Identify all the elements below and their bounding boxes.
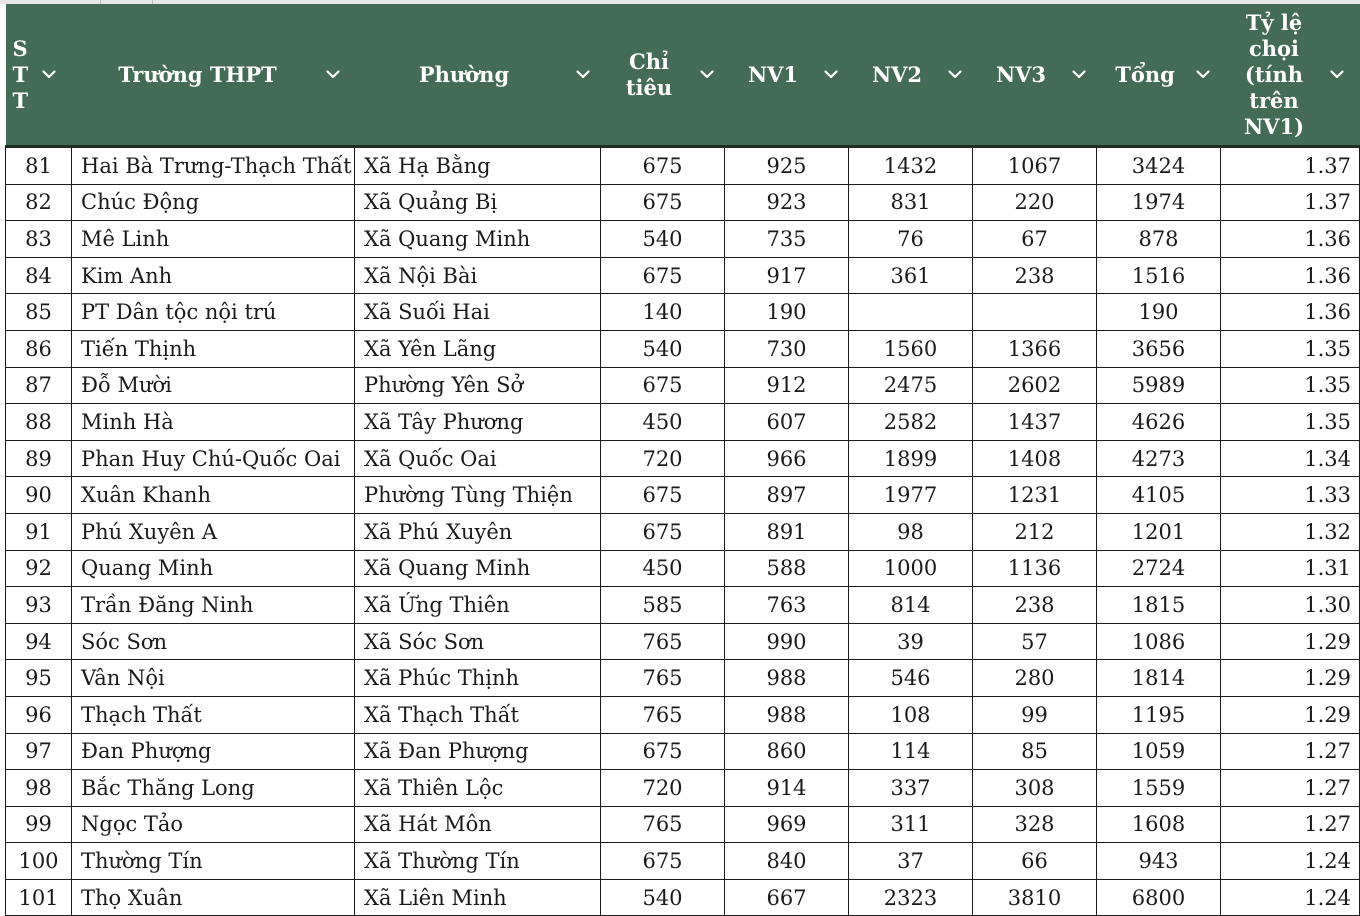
chevron-down-icon[interactable] (822, 66, 840, 84)
cell-ratio[interactable]: 1.27 (1221, 733, 1360, 770)
cell-stt[interactable]: 92 (6, 550, 72, 587)
cell-total[interactable]: 5989 (1097, 367, 1221, 404)
cell-nv2[interactable]: 114 (849, 733, 973, 770)
cell-ratio[interactable]: 1.32 (1221, 513, 1360, 550)
column-header-quota[interactable] (601, 4, 725, 147)
table-row (6, 879, 1360, 916)
table-row (6, 184, 1360, 221)
cell-total[interactable]: 1059 (1097, 733, 1221, 770)
cell-nv1[interactable]: 897 (725, 477, 849, 514)
cell-total[interactable]: 1201 (1097, 513, 1221, 550)
cell-quota[interactable]: 675 (601, 477, 725, 514)
cell-nv2[interactable] (849, 294, 973, 331)
cell-nv1[interactable]: 917 (725, 257, 849, 294)
table-row (6, 806, 1360, 843)
cell-nv1[interactable]: 588 (725, 550, 849, 587)
column-header-label (849, 4, 946, 145)
header-row (6, 4, 1360, 147)
table-row (6, 733, 1360, 770)
cell-school[interactable]: Quang Minh (72, 550, 355, 587)
table-row (6, 587, 1360, 624)
column-header-line: T (12, 61, 29, 87)
cell-ward[interactable]: Xã Thạch Thất (355, 696, 601, 733)
column-header-ward[interactable] (355, 4, 601, 147)
table-row (6, 440, 1360, 477)
cell-quota[interactable]: 140 (601, 294, 725, 331)
cell-school[interactable]: Bắc Thăng Long (72, 770, 355, 807)
cell-ratio[interactable]: 1.29 (1221, 660, 1360, 697)
cell-school[interactable]: Thường Tín (72, 843, 355, 880)
cell-nv3[interactable]: 2602 (973, 367, 1097, 404)
cell-school[interactable]: Phan Huy Chú-Quốc Oai (72, 440, 355, 477)
cell-school[interactable]: Trần Đăng Ninh (72, 587, 355, 624)
cell-ratio[interactable]: 1.27 (1221, 770, 1360, 807)
cell-nv2[interactable]: 2475 (849, 367, 973, 404)
cell-school[interactable]: PT Dân tộc nội trú (72, 294, 355, 331)
cell-nv2[interactable]: 2582 (849, 404, 973, 441)
column-header-label (1097, 4, 1194, 145)
table-row (6, 147, 1360, 185)
cell-nv1[interactable]: 667 (725, 879, 849, 916)
cell-school[interactable]: Hai Bà Trưng-Thạch Thất (72, 147, 355, 185)
cell-stt[interactable]: 96 (6, 696, 72, 733)
cell-nv3[interactable]: 57 (973, 623, 1097, 660)
cell-stt[interactable]: 97 (6, 733, 72, 770)
column-header-line: chọi (1248, 35, 1300, 61)
cell-quota[interactable]: 765 (601, 806, 725, 843)
cell-ward[interactable]: Xã Thường Tín (355, 843, 601, 880)
column-header-label (13, 4, 39, 145)
cell-nv2[interactable]: 1000 (849, 550, 973, 587)
cell-stt[interactable]: 85 (6, 294, 72, 331)
cell-school[interactable]: Tiến Thịnh (72, 330, 355, 367)
cell-ward[interactable]: Xã Đan Phượng (355, 733, 601, 770)
cell-total[interactable]: 1516 (1097, 257, 1221, 294)
cell-nv2[interactable]: 2323 (849, 879, 973, 916)
column-header-nv2[interactable] (849, 4, 973, 147)
table-row (6, 843, 1360, 880)
cell-nv3[interactable] (973, 294, 1097, 331)
cell-nv2[interactable]: 337 (849, 770, 973, 807)
cell-nv2[interactable]: 1977 (849, 477, 973, 514)
cell-stt[interactable]: 93 (6, 587, 72, 624)
cell-quota[interactable]: 675 (601, 147, 725, 185)
cell-total[interactable]: 1559 (1097, 770, 1221, 807)
chevron-down-icon[interactable] (1328, 66, 1346, 84)
cell-nv3[interactable]: 1136 (973, 550, 1097, 587)
cell-nv3[interactable]: 280 (973, 660, 1097, 697)
cell-ratio[interactable]: 1.37 (1221, 147, 1360, 185)
chevron-down-icon[interactable] (40, 66, 58, 84)
column-header-ratio[interactable] (1221, 4, 1360, 147)
column-header-label (1221, 4, 1328, 145)
cell-nv3[interactable]: 308 (973, 770, 1097, 807)
chevron-down-icon[interactable] (946, 66, 964, 84)
cell-nv3[interactable]: 1231 (973, 477, 1097, 514)
cell-total[interactable]: 2724 (1097, 550, 1221, 587)
cell-ratio[interactable]: 1.24 (1221, 879, 1360, 916)
cell-nv3[interactable]: 212 (973, 513, 1097, 550)
table-row (6, 550, 1360, 587)
cell-ward[interactable]: Xã Phúc Thịnh (355, 660, 601, 697)
cell-ratio[interactable]: 1.35 (1221, 404, 1360, 441)
cell-stt[interactable]: 98 (6, 770, 72, 807)
cell-quota[interactable]: 585 (601, 587, 725, 624)
column-header-label (355, 4, 574, 145)
chevron-down-icon[interactable] (1194, 66, 1212, 84)
cell-quota[interactable]: 720 (601, 440, 725, 477)
column-header-line: NV1) (1243, 113, 1305, 139)
cell-nv1[interactable]: 607 (725, 404, 849, 441)
cell-quota[interactable]: 450 (601, 550, 725, 587)
column-header-line: NV1 (747, 61, 799, 87)
cell-ward[interactable]: Xã Sóc Sơn (355, 623, 601, 660)
cell-nv3[interactable]: 238 (973, 257, 1097, 294)
cell-stt[interactable]: 91 (6, 513, 72, 550)
cell-nv2[interactable]: 98 (849, 513, 973, 550)
column-header-line: NV2 (871, 61, 923, 87)
cell-nv1[interactable]: 891 (725, 513, 849, 550)
cell-nv1[interactable]: 860 (725, 733, 849, 770)
cell-quota[interactable]: 675 (601, 733, 725, 770)
table-row (6, 513, 1360, 550)
cell-nv3[interactable]: 238 (973, 587, 1097, 624)
table-header (6, 4, 1360, 147)
cell-ratio[interactable]: 1.31 (1221, 550, 1360, 587)
cell-nv1[interactable]: 190 (725, 294, 849, 331)
cell-ratio[interactable]: 1.36 (1221, 294, 1360, 331)
cell-school[interactable]: Chúc Động (72, 184, 355, 221)
column-header-label (601, 4, 698, 145)
cell-ward[interactable]: Phường Yên Sở (355, 367, 601, 404)
cell-nv1[interactable]: 990 (725, 623, 849, 660)
cell-nv2[interactable]: 361 (849, 257, 973, 294)
cell-total[interactable]: 1974 (1097, 184, 1221, 221)
cell-nv2[interactable]: 39 (849, 623, 973, 660)
table-row (6, 770, 1360, 807)
cell-quota[interactable]: 720 (601, 770, 725, 807)
table-row (6, 623, 1360, 660)
cell-nv1[interactable]: 923 (725, 184, 849, 221)
cell-ratio[interactable]: 1.27 (1221, 806, 1360, 843)
cell-stt[interactable]: 95 (6, 660, 72, 697)
cell-quota[interactable]: 675 (601, 184, 725, 221)
cell-stt[interactable]: 94 (6, 623, 72, 660)
cell-ward[interactable]: Xã Quốc Oai (355, 440, 601, 477)
cell-ward[interactable]: Xã Nội Bài (355, 257, 601, 294)
cell-quota[interactable]: 765 (601, 623, 725, 660)
cell-stt[interactable]: 86 (6, 330, 72, 367)
column-header-line: (tính (1244, 61, 1304, 87)
cell-quota[interactable]: 765 (601, 660, 725, 697)
column-header-line: NV3 (995, 61, 1047, 87)
cell-nv1[interactable]: 735 (725, 221, 849, 258)
cell-school[interactable]: Xuân Khanh (72, 477, 355, 514)
cell-total[interactable]: 1814 (1097, 660, 1221, 697)
chevron-down-icon[interactable] (698, 66, 716, 84)
table-row (6, 660, 1360, 697)
cell-quota[interactable]: 675 (601, 843, 725, 880)
cell-nv2[interactable]: 1899 (849, 440, 973, 477)
cell-ward[interactable]: Phường Tùng Thiện (355, 477, 601, 514)
cell-total[interactable]: 1195 (1097, 696, 1221, 733)
column-header-nv1[interactable] (725, 4, 849, 147)
cell-ratio[interactable]: 1.36 (1221, 221, 1360, 258)
cell-total[interactable]: 6800 (1097, 879, 1221, 916)
column-header-line: Tổng (1115, 61, 1175, 87)
cell-stt[interactable]: 87 (6, 367, 72, 404)
cell-quota[interactable]: 540 (601, 221, 725, 258)
cell-nv2[interactable]: 37 (849, 843, 973, 880)
cell-ward[interactable]: Xã Tây Phương (355, 404, 601, 441)
chevron-down-icon[interactable] (324, 66, 342, 84)
cell-school[interactable]: Vân Nội (72, 660, 355, 697)
table-row (6, 294, 1360, 331)
cell-nv1[interactable]: 914 (725, 770, 849, 807)
table-row (6, 696, 1360, 733)
cell-ratio[interactable]: 1.37 (1221, 184, 1360, 221)
cell-ward[interactable]: Xã Yên Lãng (355, 330, 601, 367)
column-header-line: S (12, 35, 28, 61)
cell-total[interactable]: 943 (1097, 843, 1221, 880)
cell-nv3[interactable]: 328 (973, 806, 1097, 843)
cell-school[interactable]: Thạch Thất (72, 696, 355, 733)
cell-nv3[interactable]: 220 (973, 184, 1097, 221)
cell-school[interactable]: Minh Hà (72, 404, 355, 441)
cell-nv2[interactable]: 311 (849, 806, 973, 843)
cell-nv1[interactable]: 966 (725, 440, 849, 477)
cell-ward[interactable]: Xã Quang Minh (355, 550, 601, 587)
cell-ratio[interactable]: 1.35 (1221, 330, 1360, 367)
admissions-table-container (5, 4, 1359, 916)
cell-nv2[interactable]: 831 (849, 184, 973, 221)
cell-quota[interactable]: 675 (601, 257, 725, 294)
cell-total[interactable]: 1086 (1097, 623, 1221, 660)
cell-stt[interactable]: 88 (6, 404, 72, 441)
cell-school[interactable]: Ngọc Tảo (72, 806, 355, 843)
table-row (6, 330, 1360, 367)
column-header-line: trên (1249, 87, 1299, 113)
column-header-line: Chỉ (629, 48, 669, 74)
cell-nv1[interactable]: 988 (725, 696, 849, 733)
cell-total[interactable]: 4626 (1097, 404, 1221, 441)
cell-ratio[interactable]: 1.33 (1221, 477, 1360, 514)
cell-nv1[interactable]: 925 (725, 147, 849, 185)
cell-total[interactable]: 3424 (1097, 147, 1221, 185)
cell-total[interactable]: 3656 (1097, 330, 1221, 367)
cell-total[interactable]: 4273 (1097, 440, 1221, 477)
cell-stt[interactable]: 90 (6, 477, 72, 514)
cell-total[interactable]: 878 (1097, 221, 1221, 258)
cell-school[interactable]: Phú Xuyên A (72, 513, 355, 550)
cell-school[interactable]: Đỗ Mười (72, 367, 355, 404)
cell-nv2[interactable]: 1560 (849, 330, 973, 367)
column-header-line: tiêu (625, 74, 673, 100)
cell-ratio[interactable]: 1.36 (1221, 257, 1360, 294)
cell-ratio[interactable]: 1.34 (1221, 440, 1360, 477)
cell-ratio[interactable]: 1.35 (1221, 367, 1360, 404)
cell-stt[interactable]: 81 (6, 147, 72, 185)
cell-stt[interactable]: 84 (6, 257, 72, 294)
cell-total[interactable]: 4105 (1097, 477, 1221, 514)
column-header-line: Tỷ lệ (1245, 9, 1303, 35)
cell-total[interactable]: 1608 (1097, 806, 1221, 843)
cell-stt[interactable]: 99 (6, 806, 72, 843)
column-header-label (973, 4, 1070, 145)
cell-nv3[interactable]: 1067 (973, 147, 1097, 185)
column-header-line: Phường (418, 61, 510, 87)
cell-quota[interactable]: 765 (601, 696, 725, 733)
cell-stt[interactable]: 83 (6, 221, 72, 258)
cell-stt[interactable]: 100 (6, 843, 72, 880)
cell-stt[interactable]: 82 (6, 184, 72, 221)
table-row (6, 404, 1360, 441)
cell-nv3[interactable]: 3810 (973, 879, 1097, 916)
chevron-down-icon[interactable] (574, 66, 592, 84)
cell-nv3[interactable]: 85 (973, 733, 1097, 770)
cell-nv3[interactable]: 1437 (973, 404, 1097, 441)
cell-nv2[interactable]: 108 (849, 696, 973, 733)
table-body (6, 147, 1360, 916)
cell-ward[interactable]: Xã Suối Hai (355, 294, 601, 331)
cell-nv1[interactable]: 763 (725, 587, 849, 624)
column-header-school[interactable] (72, 4, 355, 147)
cell-nv3[interactable]: 99 (973, 696, 1097, 733)
table-row (6, 367, 1360, 404)
table-row (6, 221, 1360, 258)
cell-stt[interactable]: 89 (6, 440, 72, 477)
cell-nv1[interactable]: 840 (725, 843, 849, 880)
cell-ward[interactable]: Xã Liên Minh (355, 879, 601, 916)
cell-school[interactable]: Đan Phượng (72, 733, 355, 770)
cell-ward[interactable]: Xã Phú Xuyên (355, 513, 601, 550)
column-header-nv3[interactable] (973, 4, 1097, 147)
cell-ward[interactable]: Xã Thiên Lộc (355, 770, 601, 807)
column-header-label (725, 4, 822, 145)
cell-ward[interactable]: Xã Quang Minh (355, 221, 601, 258)
column-header-stt[interactable] (6, 4, 72, 147)
table-row (6, 477, 1360, 514)
cell-nv2[interactable]: 76 (849, 221, 973, 258)
cell-nv2[interactable]: 1432 (849, 147, 973, 185)
cell-nv3[interactable]: 66 (973, 843, 1097, 880)
cell-ratio[interactable]: 1.29 (1221, 696, 1360, 733)
cell-total[interactable]: 190 (1097, 294, 1221, 331)
cell-quota[interactable]: 675 (601, 367, 725, 404)
column-header-line: T (12, 87, 29, 113)
cell-stt[interactable]: 101 (6, 879, 72, 916)
cell-ward[interactable]: Xã Hát Môn (355, 806, 601, 843)
table-row (6, 257, 1360, 294)
cell-school[interactable]: Sóc Sơn (72, 623, 355, 660)
cell-total[interactable]: 1815 (1097, 587, 1221, 624)
cell-quota[interactable]: 540 (601, 330, 725, 367)
cell-nv1[interactable]: 912 (725, 367, 849, 404)
cell-ward[interactable]: Xã Hạ Bằng (355, 147, 601, 185)
cell-ratio[interactable]: 1.29 (1221, 623, 1360, 660)
cell-school[interactable]: Mê Linh (72, 221, 355, 258)
column-header-line: Trường THPT (118, 61, 277, 87)
cell-school[interactable]: Kim Anh (72, 257, 355, 294)
cell-nv3[interactable]: 67 (973, 221, 1097, 258)
cell-nv2[interactable]: 814 (849, 587, 973, 624)
cell-ward[interactable]: Xã Ứng Thiên (355, 587, 601, 624)
cell-nv1[interactable]: 730 (725, 330, 849, 367)
cell-school[interactable]: Thọ Xuân (72, 879, 355, 916)
admissions-table (5, 4, 1360, 916)
cell-ratio[interactable]: 1.30 (1221, 587, 1360, 624)
cell-nv1[interactable]: 988 (725, 660, 849, 697)
cell-nv1[interactable]: 969 (725, 806, 849, 843)
cell-nv3[interactable]: 1366 (973, 330, 1097, 367)
chevron-down-icon[interactable] (1070, 66, 1088, 84)
cell-quota[interactable]: 450 (601, 404, 725, 441)
column-header-label (72, 4, 324, 145)
column-header-total[interactable] (1097, 4, 1221, 147)
cell-quota[interactable]: 540 (601, 879, 725, 916)
cell-nv3[interactable]: 1408 (973, 440, 1097, 477)
cell-nv2[interactable]: 546 (849, 660, 973, 697)
cell-ward[interactable]: Xã Quảng Bị (355, 184, 601, 221)
cell-ratio[interactable]: 1.24 (1221, 843, 1360, 880)
cell-quota[interactable]: 675 (601, 513, 725, 550)
